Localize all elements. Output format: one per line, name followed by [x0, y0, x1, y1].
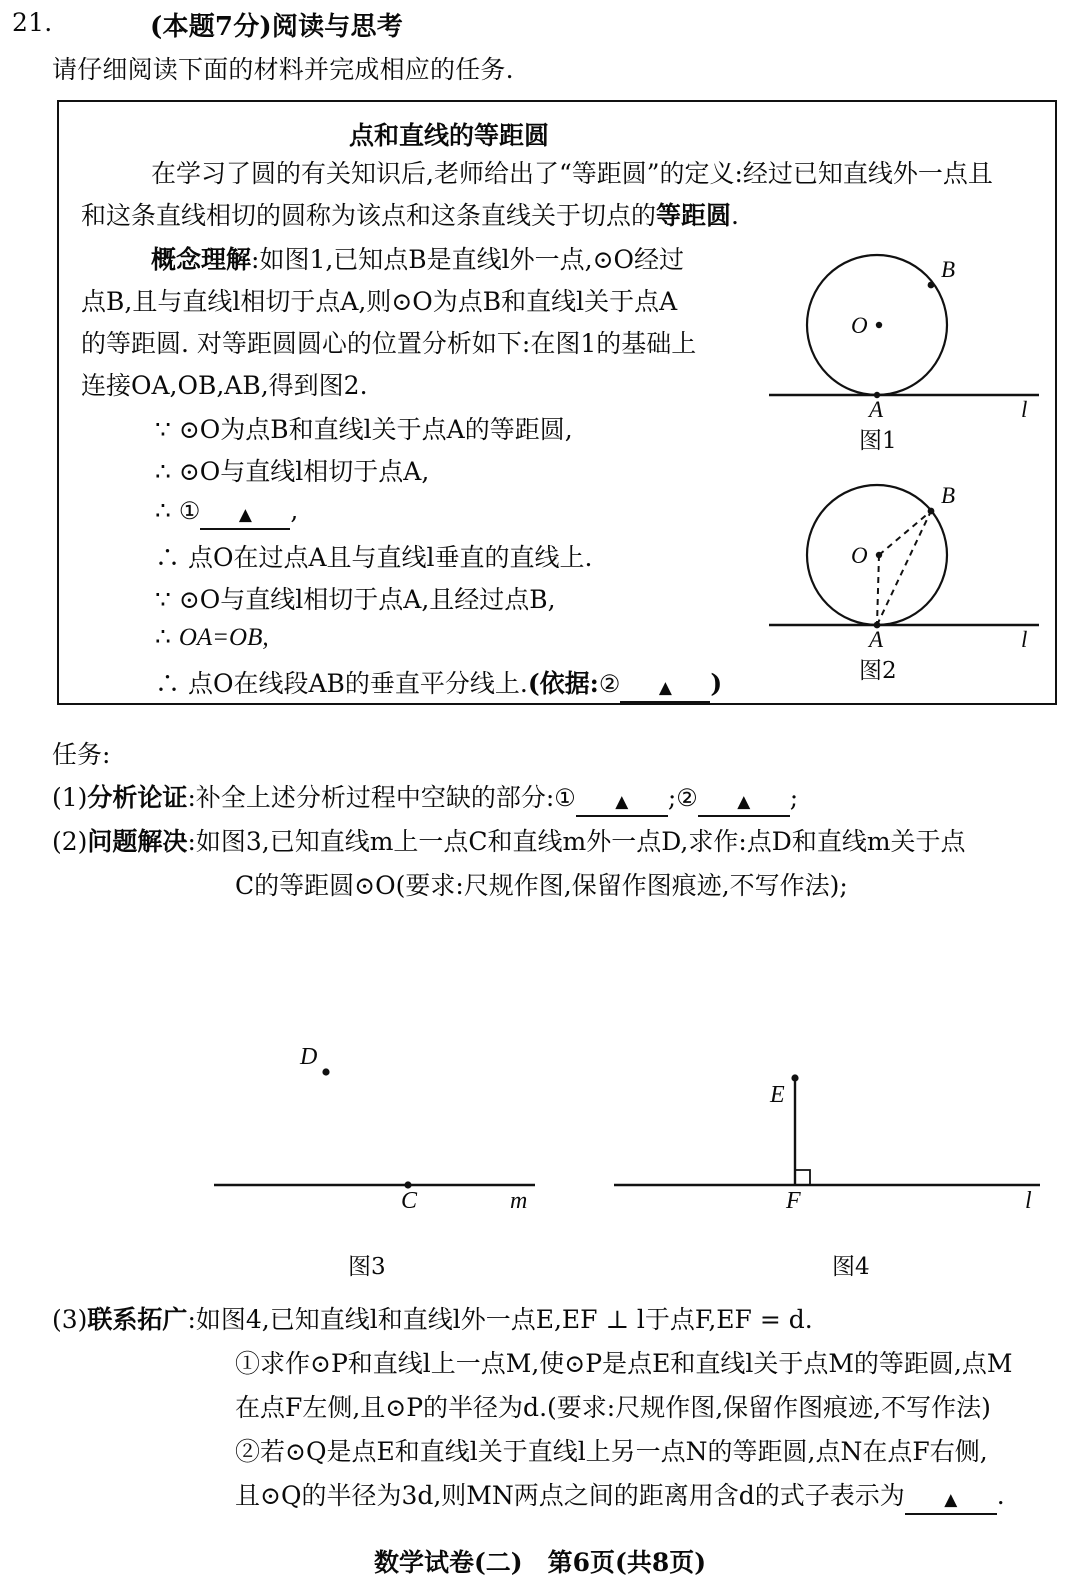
material-proof-step-6-text: OA=OB, [178, 624, 269, 651]
point-B [928, 508, 935, 515]
figure-1 [759, 237, 1049, 422]
answer-blank-2[interactable] [620, 672, 710, 703]
task-3-line3: 在点F左侧,且⊙P的半径为d.(要求:尺规作图,保留作图痕迹,不写作法) [235, 1393, 991, 1422]
task-3-line5-text: 且⊙Q的半径为3d,则MN两点之间的距离用含d的式子表示为 [235, 1481, 905, 1510]
center-point-O [876, 552, 882, 558]
page-footer: 数学试卷(二) 第6页(共8页) [373, 1548, 707, 1577]
figure-1-label-l: l [1021, 397, 1028, 422]
figure-1-drawing [759, 237, 1049, 422]
task-1-end: ; [789, 783, 799, 812]
material-proof-step-7 [155, 664, 722, 703]
task-1-text: :补全上述分析过程中空缺的部分: [187, 783, 555, 812]
figure-2-label-B: B [941, 483, 956, 508]
tasks-heading: 任务: [52, 740, 111, 769]
segment-OA [877, 555, 879, 625]
segment-OB [879, 511, 931, 555]
material-proof-step-3 [155, 496, 298, 530]
material-concept-label: 概念理解 [151, 245, 252, 274]
center-point-O [876, 322, 882, 328]
therefore-icon: ∴ [155, 622, 171, 651]
material-proof-step-1 [155, 410, 573, 446]
material-para1-line2-text: 和这条直线相切的圆称为该点和这条直线关于切点的 [81, 201, 657, 230]
task-3-line1-text: :如图4,已知直线l和直线l外一点E,EF ⊥ l于点F,EF = d. [187, 1305, 813, 1334]
point-D [322, 1068, 329, 1075]
material-proof-step-2 [155, 452, 429, 488]
material-proof-step-4-text: 点O在过点A且与直线l垂直的直线上. [187, 543, 593, 572]
task-3-line5-end: . [996, 1481, 1005, 1510]
task-1-blank-marker-1: ① [554, 784, 576, 812]
figure-4 [610, 1060, 1050, 1214]
task-3-answer-blank[interactable] [905, 1484, 997, 1515]
figure-4-label-F: F [786, 1188, 801, 1214]
task-1-answer-blank-1[interactable] [576, 786, 668, 817]
triangle-icon: ▲ [238, 505, 252, 525]
material-basis-close: ) [710, 669, 723, 698]
material-proof-step-1-text: ⊙O为点B和直线l关于点A的等距圆, [178, 415, 573, 444]
task-3-number: (3) [52, 1305, 88, 1334]
task-2-label: 问题解决 [87, 827, 188, 856]
material-step3-comma: , [290, 496, 299, 525]
point-E [791, 1074, 798, 1081]
task-3-line2: ①求作⊙P和直线l上一点M,使⊙P是点E和直线l关于点M的等距圆,点M [235, 1349, 1013, 1378]
figure-2 [759, 467, 1049, 652]
task-1-answer-blank-2[interactable] [698, 786, 790, 817]
material-proof-step-6 [155, 622, 269, 652]
triangle-icon: ▲ [944, 1490, 958, 1510]
material-proof-step-5 [155, 580, 556, 616]
material-concept-line4: 连接OA,OB,AB,得到图2. [81, 371, 368, 400]
figure-1-caption: 图1 [859, 428, 897, 454]
task-1 [52, 778, 798, 817]
material-concept-line2: 点B,且与直线l相切于点A,则⊙O为点B和直线l关于点A [81, 287, 678, 316]
figure-4-label-l: l [1025, 1188, 1032, 1214]
figure-3-caption: 图3 [348, 1254, 386, 1280]
task-2-line1 [52, 822, 966, 858]
figure-3-label-m: m [510, 1188, 528, 1214]
figure-3 [200, 1030, 560, 1214]
figure-3-label-D: D [300, 1044, 318, 1070]
material-proof-step-4 [155, 538, 592, 574]
material-basis-open: (依据: [527, 669, 599, 698]
therefore-icon: ∴ [155, 669, 181, 698]
question-number: 21. [12, 8, 53, 37]
figure-4-drawing [610, 1060, 1050, 1210]
material-box [57, 100, 1057, 705]
therefore-icon: ∴ [155, 543, 181, 572]
material-conclusion-text: 点O在线段AB的垂直平分线上. [187, 669, 528, 698]
task-3-line4: ②若⊙Q是点E和直线l关于直线l上另一点N的等距圆,点N在点F右侧, [235, 1437, 988, 1466]
task-2-line1-text: :如图3,已知直线m上一点C和直线m外一点D,求作:点D和直线m关于点 [187, 827, 966, 856]
figure-1-label-O: O [851, 313, 868, 338]
triangle-icon: ▲ [615, 792, 629, 812]
material-para1-period: . [731, 201, 739, 230]
therefore-icon: ∴ [155, 457, 171, 486]
because-icon: ∵ [155, 585, 171, 614]
right-angle-marker [795, 1170, 810, 1185]
therefore-icon: ∴ [155, 496, 171, 525]
figure-4-label-E: E [770, 1082, 785, 1108]
figure-2-label-l: l [1021, 627, 1028, 652]
figure-2-label-A: A [869, 627, 884, 652]
task-3-line1 [52, 1300, 813, 1336]
task-3-line5 [235, 1476, 1005, 1515]
answer-blank-1[interactable] [200, 499, 290, 530]
material-proof-step-2-text: ⊙O与直线l相切于点A, [178, 457, 430, 486]
point-B [928, 282, 935, 289]
material-concept-line1 [99, 240, 684, 276]
task-2-number: (2) [52, 827, 88, 856]
figure-2-caption: 图2 [859, 658, 897, 684]
figure-3-drawing [200, 1030, 560, 1210]
material-paragraph1-line1 [99, 154, 993, 190]
therefore-icon: ∵ [155, 415, 171, 444]
material-concept-line1-text: :如图1,已知点B是直线l外一点,⊙O经过 [251, 245, 685, 274]
figure-2-label-O: O [851, 543, 868, 568]
task-2-line2: C的等距圆⊙O(要求:尺规作图,保留作图痕迹,不写作法); [235, 871, 848, 900]
material-proof-step-5-text: ⊙O与直线l相切于点A,且经过点B, [178, 585, 556, 614]
blank-marker-1: ① [178, 497, 201, 525]
question-title: (本题7分)阅读与思考 [150, 12, 403, 42]
task-1-blank-marker-2: ② [676, 784, 698, 812]
material-title: 点和直线的等距圆 [348, 121, 549, 150]
material-paragraph1-line2 [81, 196, 739, 232]
blank-marker-2: ② [598, 670, 621, 698]
material-para1-line1-text: 在学习了圆的有关知识后,老师给出了“等距圆”的定义:经过已知直线外一点且 [151, 159, 993, 188]
task-3-label: 联系拓广 [87, 1305, 188, 1334]
figure-2-drawing [759, 467, 1049, 652]
figure-3-label-C: C [401, 1188, 418, 1214]
material-concept-line3: 的等距圆. 对等距圆圆心的位置分析如下:在图1的基础上 [81, 329, 697, 358]
figure-1-label-A: A [869, 397, 884, 422]
material-keyword-dengjuyuan: 等距圆 [656, 201, 732, 230]
task-1-separator: ; [667, 783, 677, 812]
figure-4-caption: 图4 [832, 1254, 870, 1280]
task-1-number: (1) [52, 783, 88, 812]
triangle-icon: ▲ [737, 792, 751, 812]
task-1-label: 分析论证 [87, 783, 188, 812]
question-instruction: 请仔细阅读下面的材料并完成相应的任务. [52, 55, 514, 84]
figure-1-label-B: B [941, 257, 956, 282]
triangle-icon: ▲ [658, 678, 672, 698]
